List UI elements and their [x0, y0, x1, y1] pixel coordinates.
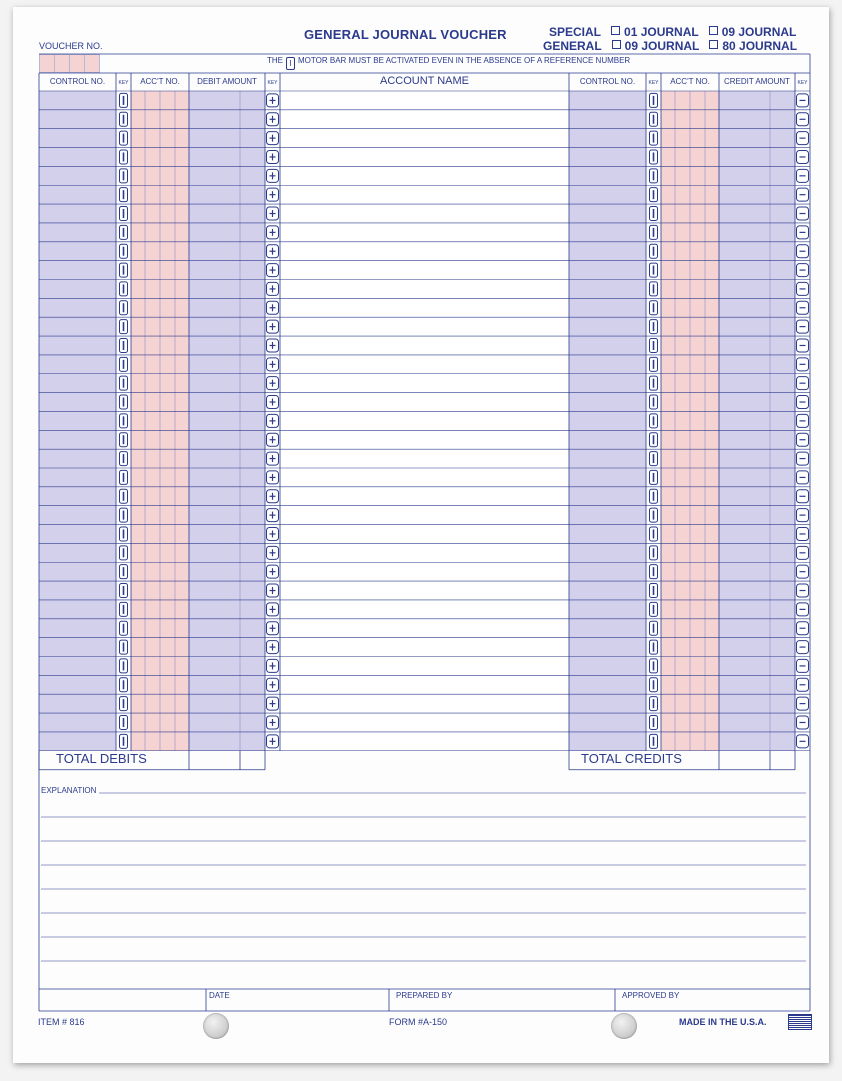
- header-account-name: ACCOUNT NAME: [379, 75, 470, 87]
- total-debits-label: TOTAL DEBITS: [56, 751, 147, 766]
- explanation-label: EXPLANATION: [41, 786, 97, 795]
- journal-80-label: 80 JOURNAL: [722, 39, 798, 53]
- date-label: DATE: [209, 991, 230, 1000]
- header-debit-amount: DEBIT AMOUNT: [197, 77, 257, 86]
- general-label: GENERAL: [543, 39, 602, 53]
- total-credits-amount[interactable]: [720, 751, 795, 769]
- approved-by-label: APPROVED BY: [622, 991, 680, 1000]
- journal-09-bottom-label: 09 JOURNAL: [624, 39, 700, 53]
- debit-amount-field[interactable]: [189, 91, 265, 751]
- binder-hole-right: [611, 1013, 637, 1039]
- total-debits-amount[interactable]: [190, 751, 265, 769]
- form-title: GENERAL JOURNAL VOUCHER: [304, 27, 507, 42]
- header-key-minus: KEY: [797, 80, 808, 86]
- total-credits-label: TOTAL CREDITS: [581, 751, 682, 766]
- account-name-field[interactable]: [280, 91, 569, 751]
- journal-09-top-label: 09 JOURNAL: [721, 25, 797, 39]
- made-in-usa: MADE IN THE U.S.A.: [679, 1017, 767, 1027]
- note-after: MOTOR BAR MUST BE ACTIVATED EVEN IN THE ABSENCE OF A REFERENCE NUMBER: [298, 56, 631, 65]
- header-key-plus: KEY: [267, 80, 278, 86]
- form-number: FORM #A-150: [389, 1017, 448, 1027]
- header-key-left: KEY: [118, 80, 129, 86]
- prepared-by-label: PREPARED BY: [396, 991, 453, 1000]
- header-acct-no-right: ACC'T NO.: [670, 77, 710, 86]
- header-key-right: KEY: [648, 80, 659, 86]
- header-credit-amount: CREDIT AMOUNT: [723, 77, 791, 86]
- header-control-no-left: CONTROL NO.: [49, 77, 106, 86]
- us-flag-icon: [788, 1014, 812, 1030]
- voucher-no-label: VOUCHER NO.: [39, 41, 103, 51]
- control-no-right-field[interactable]: [569, 91, 646, 751]
- header-control-no-right: CONTROL NO.: [579, 77, 636, 86]
- control-no-left-field[interactable]: [39, 91, 116, 751]
- special-label: SPECIAL: [549, 25, 602, 39]
- motor-bar-key-icon: I: [286, 57, 295, 70]
- header-acct-no-left: ACC'T NO.: [140, 77, 180, 86]
- journal-01-label: 01 JOURNAL: [624, 25, 699, 39]
- item-number: ITEM # 816: [38, 1017, 85, 1027]
- binder-hole-left: [203, 1013, 229, 1039]
- note-before: THE: [267, 56, 283, 65]
- credit-amount-field[interactable]: [719, 91, 795, 751]
